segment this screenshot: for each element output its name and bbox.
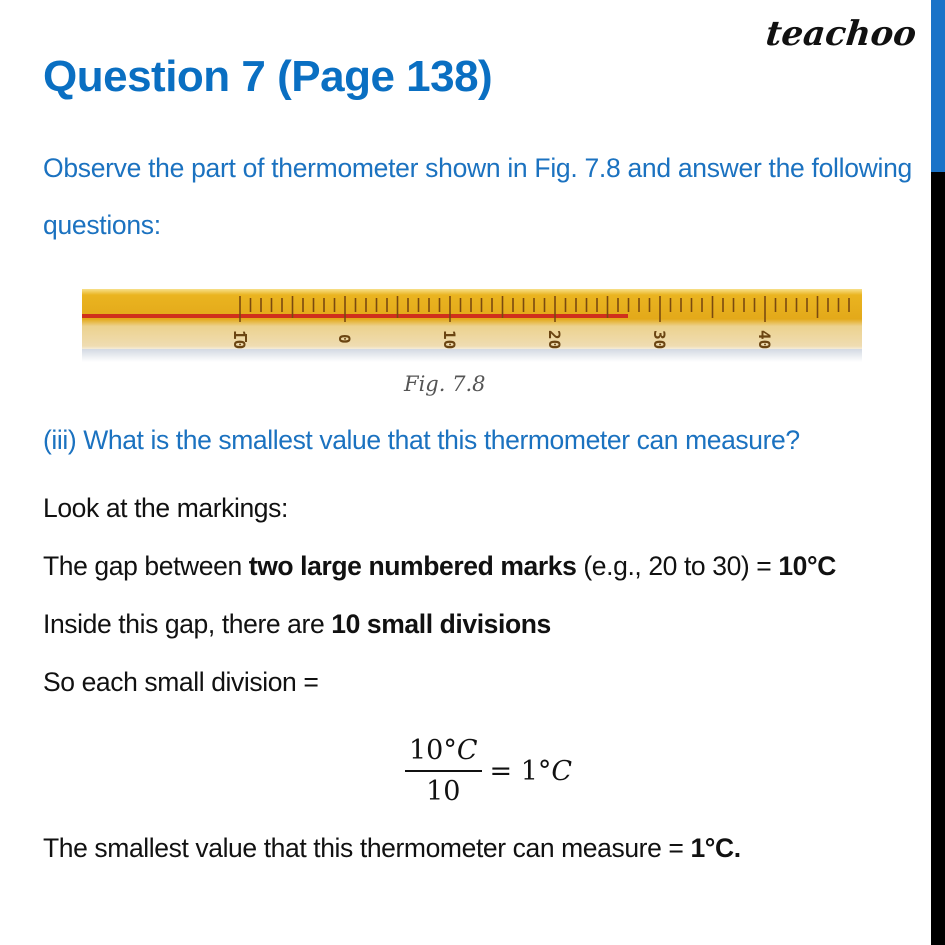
- figure-caption: Fig. 7.8: [404, 372, 486, 396]
- scale-label-40: 40: [755, 330, 774, 350]
- conclusion-prefix: The smallest value that this thermometer can measure =: [43, 833, 691, 863]
- line2-middle: (e.g., 20 to 30) =: [576, 551, 779, 581]
- scale-label-minus-10: 10: [230, 330, 249, 350]
- line2-prefix: The gap between: [43, 551, 249, 581]
- scale-label-20: 20: [545, 330, 564, 350]
- side-accent-bar: [931, 0, 945, 172]
- side-scrollbar-track: [931, 172, 945, 945]
- fraction-denominator: 10: [426, 776, 461, 807]
- sub-question-text: (iii) What is the smallest value that this thermometer can measure?: [43, 425, 800, 455]
- line2-bold2: 10°C: [778, 551, 836, 581]
- conclusion-line: [43, 833, 741, 864]
- formula-result-unit: C: [551, 755, 573, 787]
- numerator-value: 10°: [409, 735, 457, 766]
- scale-label-10: 10: [440, 330, 459, 350]
- thermometer-image: [82, 284, 862, 364]
- page-title: Question 7 (Page 138): [43, 52, 493, 101]
- formula-equals: = 1°: [489, 755, 552, 787]
- scale-label-30: 30: [650, 330, 669, 350]
- numerator-unit: C: [456, 735, 478, 766]
- thermometer-figure: [82, 284, 862, 364]
- question-text: Observe the part of thermometer shown in Fig. 7.8 and answer the following questions:: [43, 153, 912, 240]
- solution-line-3: [43, 609, 551, 640]
- line2-bold1: two large numbered marks: [248, 551, 577, 581]
- line3-prefix: Inside this gap, there are: [43, 609, 332, 639]
- fraction-numerator: [405, 735, 482, 772]
- fraction: [405, 735, 482, 807]
- scale-label-0: 0: [335, 334, 354, 344]
- division-formula: [405, 735, 572, 807]
- solution-line-1: Look at the markings:: [43, 493, 288, 523]
- line3-bold: 10 small divisions: [331, 609, 551, 639]
- solution-line-4: So each small division =: [43, 667, 319, 697]
- solution-line-2: [43, 551, 836, 582]
- conclusion-answer: 1°C.: [690, 833, 741, 863]
- teachoo-logo: teachoo: [763, 14, 919, 54]
